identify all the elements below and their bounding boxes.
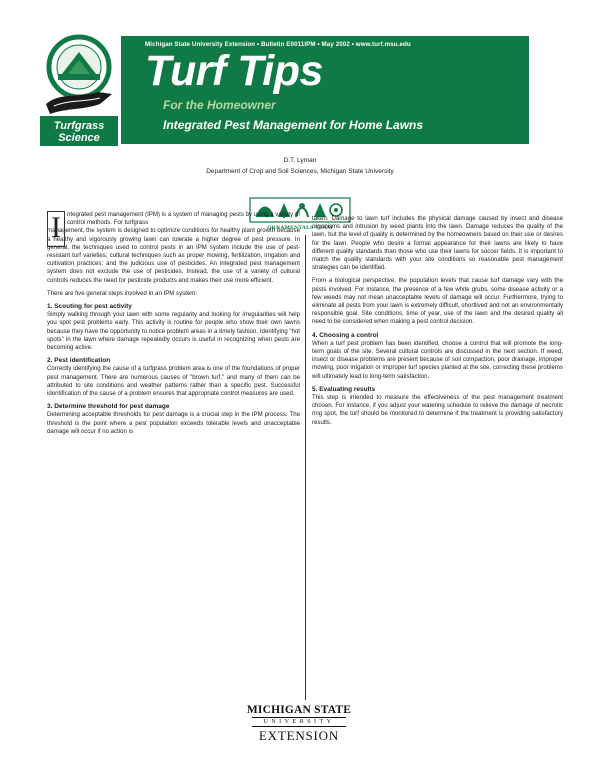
header-topic: Integrated Pest Management for Home Lawns bbox=[163, 118, 424, 132]
intro-paragraph bbox=[47, 211, 300, 285]
turfgrass-science-logo bbox=[40, 34, 118, 146]
section-heading: 4. Choosing a control bbox=[312, 331, 379, 339]
drop-cap: I bbox=[47, 211, 65, 247]
msu-logo-rule bbox=[252, 717, 346, 718]
section-heading: 2. Pest identification bbox=[47, 357, 111, 365]
column-divider bbox=[305, 235, 306, 700]
ornamentals-team-label: ORNAMENTALS TEAM bbox=[267, 225, 333, 231]
header-title: Turf Tips bbox=[145, 47, 323, 95]
right-paragraph-2: From a biological perspective, the population levels that cause turf damage vary with the pests involved. For instance, the presence of a few white grubs, some disease activity or a few weeds may not mean unacceptable levels of damage will occur. Furthermore, trying to eliminate all pests from your lawn is extremely difficult, shortlived and not an environmentally responsible goal. Site conditions, time of year, use of the lawn and the desired quality all need to be considered when making a pest control decision. bbox=[312, 277, 563, 326]
left-column bbox=[47, 211, 300, 441]
header-band bbox=[121, 36, 529, 144]
logo-text-science: Science bbox=[58, 132, 100, 144]
intro-rest-text: management, the system is designed to optimize conditions for healthy plant growth because a healthy and vigorously growing lawn can tolerate a higher degree of pest pressure. In general, the techniques used to control pests in an IPM system include the use of pest-resistant turf varieties; cultural techniques such as proper mowing, fertilization, irrigation and cultivation practices; and the judicious use of pesticides. An integrated pest management system does not exclude the use of pesticides. Instead, the use of a variety of cultural controls reduces the need for pesticide products and makes their use more efficient. bbox=[47, 227, 300, 284]
msu-logo-line-2: UNIVERSITY bbox=[263, 719, 335, 725]
section-body: Correctly identifying the cause of a turfgrass problem area is one of the foundations of proper pest management. There are numerous causes of "brown turf," and many of them can be attributed to site conditions and weather patterns rather than a specific pest. Successful identification of the cause of a problem ensures that appropriate control measures are used. bbox=[47, 365, 300, 398]
section-body: When a turf pest problem has been identified, choose a control that will promote the long-term goals of the site. Several cultural controls are discussed in the next section. If weed, insect or disease problems are present because of soil compaction, poor drainage, improper mowing, poor irrigation or improper turf species planted at the site, correcting these problems will ultimately lead to long-term satisfaction. bbox=[312, 339, 563, 380]
section-heading: 1. Scouting for pest activity bbox=[47, 303, 132, 311]
right-paragraph-1: taken. Damage to lawn turf includes the physical damage caused by insect and disease organisms and intrusion by weed plants into the lawn. Damage reduces the quality of the lawn, but the level of quality is determined by the homeowners based on their use or desires for the lawn. People who desire a formal appearance for their lawns are likely to have different quality standards than those who use their lawns for soccer fields. It is important to match the quality standards with your site conditions so reasonable pest management strategies can be identified. bbox=[312, 215, 563, 272]
msu-extension-logo bbox=[244, 704, 354, 744]
section-body: Determining acceptable thresholds for pest damage is a crucial step in the IPM process. The threshold is the point where a pest population exceeds tolerable levels and unacceptable damage will occur if no action is bbox=[47, 411, 300, 435]
logo-text-turfgrass: Turfgrass bbox=[53, 120, 105, 132]
steps-intro: There are five general steps involved in an IPM system: bbox=[47, 289, 198, 297]
section-body: Simply walking through your lawn with some regularity and looking for irregularities will help you spot pest problems early. This activity is routine for people who show their own lawns because they have the opportunity to notice problem areas in a timely fashion. Identifying "hot spots" in the lawn where damage repeatedly occurs is useful in recognizing when pests are becoming active. bbox=[47, 311, 300, 352]
msu-logo-line-3: EXTENSION bbox=[258, 728, 340, 743]
section-body: This step is intended to measure the effectiveness of the pest management treatment chosen. For instance, if you adjust your watering schedule to relieve the damage of necrotic ring spot, the turf should be monitored to determine if the treatment is providing satisfactory results. bbox=[312, 394, 563, 426]
author-department: Department of Crop and Soil Sciences, Michigan State University bbox=[206, 168, 394, 175]
section-heading: 3. Determine threshold for pest damage bbox=[47, 403, 170, 411]
author-name: D.T. Lyman bbox=[283, 157, 317, 164]
section-heading: 5. Evaluating results bbox=[312, 385, 376, 393]
msu-logo-rule bbox=[252, 726, 346, 727]
header-subtitle: For the Homeowner bbox=[163, 98, 276, 112]
intro-lead-text: ntegrated pest management (IPM) is a system of managing pests by using a variety of control methods. For turfgrass bbox=[67, 211, 300, 227]
right-column bbox=[312, 215, 563, 432]
header-publication-line: Michigan State University Extension • Bulletin E0011IPM • May 2002 • www.turf.msu.edu bbox=[145, 41, 411, 48]
msu-logo-line-1: MICHIGAN STATE bbox=[246, 704, 352, 716]
